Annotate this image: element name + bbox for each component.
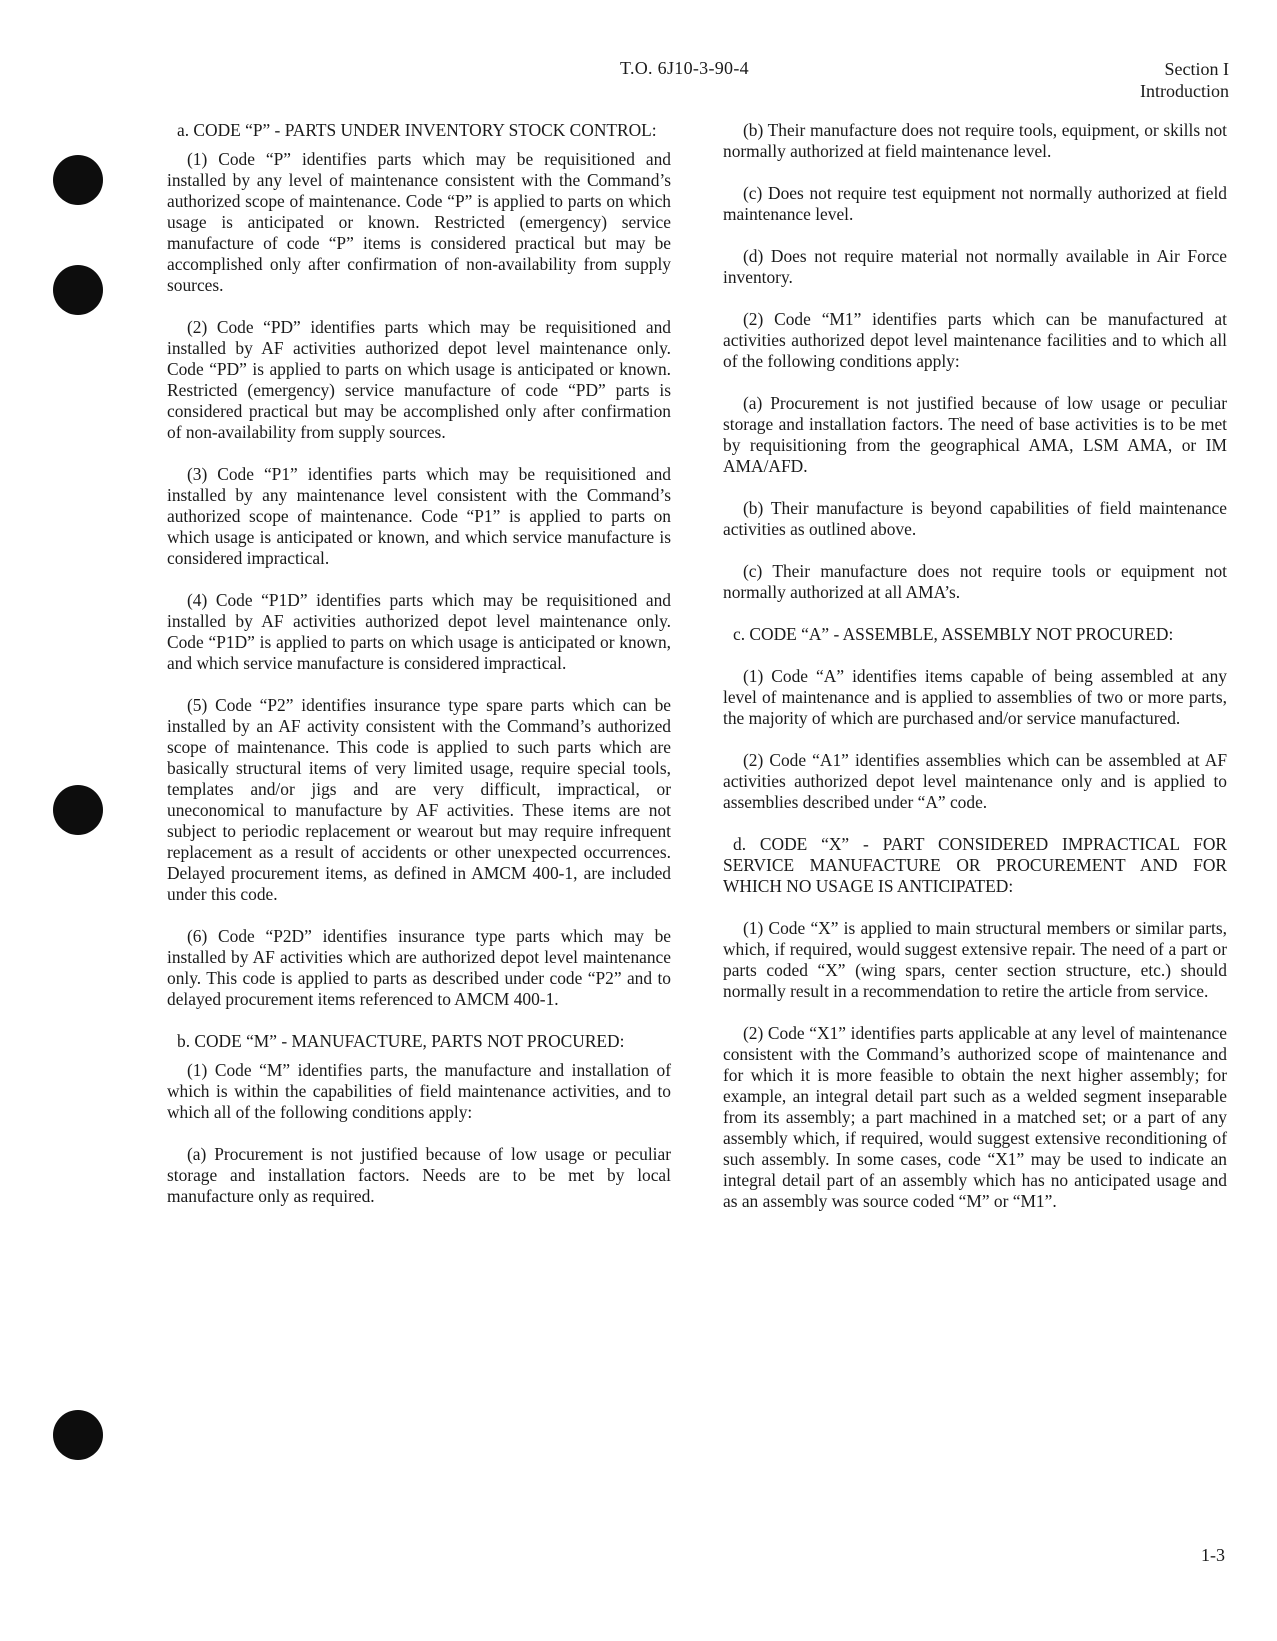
paragraph: (d) Does not require material not normally available in Air Force inventory. bbox=[723, 246, 1227, 287]
document-number: T.O. 6J10-3-90-4 bbox=[620, 58, 749, 78]
paragraph-heading: c. CODE “A” - ASSEMBLE, ASSEMBLY NOT PROCURED: bbox=[733, 624, 1174, 644]
binder-hole bbox=[53, 155, 103, 205]
paragraph: (3) Code “P1” identifies parts which may be requisitioned and installed by any maintenance level consistent with the Command’s authorized scope of maintenance. Code “P1” is applied to parts on which usage is anticipated or known, and which service manufacture is considered impractical. bbox=[167, 464, 671, 568]
paragraph: (a) Procurement is not justified because of low usage or peculiar storage and installation factors. Needs are to be met by local manufacture only as required. bbox=[167, 1144, 671, 1206]
section-title: Introduction bbox=[1140, 81, 1229, 101]
page-number: 1-3 bbox=[1201, 1545, 1225, 1565]
left-column bbox=[167, 120, 671, 1228]
paragraph-heading: d. CODE “X” - PART CONSIDERED IMPRACTICAL FOR SERVICE MANUFACTURE OR PROCUREMENT AND FOR WHICH NO USAGE IS ANTICIPATED: bbox=[723, 834, 1227, 896]
binder-hole bbox=[53, 265, 103, 315]
paragraph: (b) Their manufacture does not require tools, equipment, or skills not normally authorized at field maintenance level. bbox=[723, 120, 1227, 161]
paragraph: (2) Code “A1” identifies assemblies which can be assembled at AF activities authorized depot level maintenance only and is applied to assemblies described under “A” code. bbox=[723, 750, 1227, 812]
paragraph: (6) Code “P2D” identifies insurance type parts which may be installed by AF activities which are authorized depot level maintenance only. This code is applied to parts as described under code “P2” and to delayed procurement items referenced to AMCM 400-1. bbox=[167, 926, 671, 1009]
paragraph: (5) Code “P2” identifies insurance type spare parts which can be installed by an AF activity consistent with the Command’s authorized scope of maintenance. This code is applied to such parts which are basically structural items of very limited usage, require special tools, templates and/or jigs and are very difficult, impractical, or uneconomical to manufacture by AF activities. These items are not subject to periodic replacement or wearout but may require infrequent replacement as a result of accidents or other unexpected occurrences. Delayed procurement items, as defined in AMCM 400-1, are included under this code. bbox=[167, 695, 671, 904]
paragraph: (1) Code “X” is applied to main structural members or similar parts, which, if required, would suggest extensive repair. The need of a part or parts coded “X” (wing spars, center section structure, etc.) should normally result in a recommendation to retire the article from service. bbox=[723, 918, 1227, 1001]
paragraph: (c) Does not require test equipment not normally authorized at field maintenance level. bbox=[723, 183, 1227, 224]
right-column bbox=[723, 120, 1227, 1233]
paragraph: (b) Their manufacture is beyond capabilities of field maintenance activities as outlined above. bbox=[723, 498, 1227, 539]
paragraph-heading: b. CODE “M” - MANUFACTURE, PARTS NOT PROCURED: bbox=[177, 1031, 625, 1051]
binder-hole bbox=[53, 785, 103, 835]
paragraph: (1) Code “M” identifies parts, the manufacture and installation of which is within the capabilities of field maintenance activities, and to which all of the following conditions apply: bbox=[167, 1060, 671, 1122]
paragraph: (2) Code “X1” identifies parts applicable at any level of maintenance consistent with the Command’s authorized scope of maintenance and for which it is more feasible to obtain the next higher assembly; for example, an integral detail part such as a welded segment inseparable from its assembly; a part machined in a matched set; or a part of any assembly which, if required, would suggest extensive reconditioning of such assembly. In some cases, code “X1” may be used to indicate an integral detail part of an assembly which has no anticipated usage and as an assembly was source coded “M” or “M1”. bbox=[723, 1023, 1227, 1211]
paragraph: (2) Code “M1” identifies parts which can be manufactured at activities authorized depot level maintenance facilities and to which all of the following conditions apply: bbox=[723, 309, 1227, 371]
paragraph: (2) Code “PD” identifies parts which may be requisitioned and installed by AF activities authorized depot level maintenance only. Code “PD” is applied to parts on which usage is anticipated or known. Restricted (emergency) service manufacture of code “PD” parts is considered practical but may be accomplished only after confirmation of non-availability from supply sources. bbox=[167, 317, 671, 442]
section-label: Section I bbox=[1164, 59, 1229, 79]
paragraph: (1) Code “A” identifies items capable of being assembled at any level of maintenance and is applied to assemblies of two or more parts, the majority of which are purchased and/or service manufactured. bbox=[723, 666, 1227, 728]
paragraph-heading: a. CODE “P” - PARTS UNDER INVENTORY STOCK CONTROL: bbox=[177, 120, 657, 140]
paragraph: (c) Their manufacture does not require tools or equipment not normally authorized at all AMA’s. bbox=[723, 561, 1227, 602]
binder-hole bbox=[53, 1410, 103, 1460]
paragraph: (a) Procurement is not justified because of low usage or peculiar storage and installation factors. The need of base activities is to be met by requisitioning from the geographical AMA, LSM AMA, or IM AMA/AFD. bbox=[723, 393, 1227, 476]
paragraph: (4) Code “P1D” identifies parts which may be requisitioned and installed by AF activities authorized depot level maintenance only. Code “P1D” is applied to parts on which usage is anticipated or known, and which service manufacture is considered impractical. bbox=[167, 590, 671, 673]
section-header bbox=[1140, 58, 1229, 102]
paragraph: (1) Code “P” identifies parts which may be requisitioned and installed by any level of maintenance consistent with the Command’s authorized scope of maintenance. Code “P” is applied to parts on which usage is anticipated or known. Restricted (emergency) service manufacture of code “P” items is considered practical but may be accomplished only after confirmation of non-availability from supply sources. bbox=[167, 149, 671, 295]
